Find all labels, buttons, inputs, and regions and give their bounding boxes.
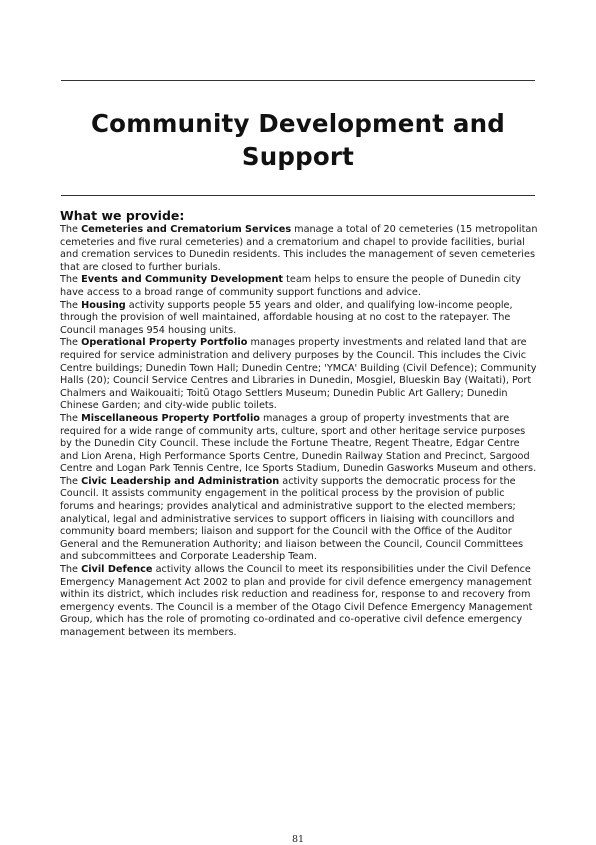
paragraph-text: manages property investments and related land that are required for service administration and delivery purposes by the Council. This includes the Civic Centre buildings; Dunedin Town Hall; Dunedin Centre; 'YMCA' Building (Civil Defence); Community Halls (20); Council Service Centres and Libraries in Dunedin, Mosgiel, Blueskin Bay (Waitati), Port Chalmers and Waikouaiti; Toitū Otago Settlers Museum; Dunedin Public Art Gallery; Dunedin Chinese Garden; and city-wide public toilets. bbox=[60, 337, 537, 412]
page-title: Community Development and Support bbox=[90, 109, 505, 171]
paragraph-intro: The bbox=[60, 337, 82, 349]
paragraph-events bbox=[60, 274, 538, 299]
top-divider bbox=[61, 80, 535, 81]
paragraph-activity-name: Civic Leadership and Administration bbox=[81, 475, 280, 487]
paragraph-activity-name: Civil Defence bbox=[81, 564, 153, 576]
paragraph-miscellaneous-property bbox=[60, 413, 538, 476]
paragraph-operational-property bbox=[60, 337, 538, 413]
paragraph-activity-name: Events and Community Development bbox=[81, 274, 284, 286]
paragraph-text: activity allows the Council to meet its responsibilities under the Civil Defence Emergency Management Act 2002 to plan and provide for civil defence emergency management within its district, which includes risk reduction and readiness for, response to and recovery from emergency events. The Council is a member of the Otago Civil Defence Emergency Management Group, which has the role of promoting co-ordinated and co-operative civil defence emergency management between its members. bbox=[60, 564, 533, 638]
paragraph-activity-name: Miscellaneous Property Portfolio bbox=[81, 412, 260, 424]
paragraph-civil-defence bbox=[60, 564, 538, 640]
paragraph-text: manages a group of property investments that are required for a wide range of community arts, culture, sport and other heritage service purposes by the Dunedin City Council. These include the Fortune Theatre, Regent Theatre, Edgar Centre and Lion Arena, High Performance Sports Centre, Dunedin Railway Station and Precinct, Sargood Centre and Logan Park Tennis Centre, Ice Sports Stadium, Dunedin Gasworks Museum and others. bbox=[60, 412, 537, 475]
paragraph-activity-name: Housing bbox=[81, 299, 126, 311]
paragraph-cemeteries bbox=[60, 224, 538, 274]
paragraph-text: manage a total of 20 cemeteries (15 metropolitan cemeteries and five rural cemeteries) and a crematorium and chapel to provide facilities, burial and cremation services to Dunedin residents. This includes the management of seven cemeteries that are closed to further burials. bbox=[60, 224, 538, 273]
paragraph-activity-name: Operational Property Portfolio bbox=[81, 337, 248, 349]
paragraph-intro: The bbox=[60, 475, 82, 487]
paragraph-text: team helps to ensure the people of Dunedin city have access to a broad range of community support functions and advice. bbox=[60, 274, 521, 298]
paragraph-housing bbox=[60, 300, 538, 338]
paragraph-intro: The bbox=[60, 299, 82, 311]
paragraph-intro: The bbox=[60, 224, 82, 235]
paragraph-activity-name: Cemeteries and Crematorium Services bbox=[81, 224, 292, 235]
paragraph-intro: The bbox=[60, 564, 82, 576]
section-heading: What we provide: bbox=[60, 208, 185, 223]
page-number: 81 bbox=[291, 834, 305, 845]
paragraph-civic-leadership bbox=[60, 476, 538, 564]
bottom-divider bbox=[61, 195, 535, 196]
paragraph-text: activity supports people 55 years and older, and qualifying low-income people, through the provision of well maintained, affordable housing at no cost to the ratepayer. The Council manages 954 housing units. bbox=[60, 299, 513, 336]
paragraph-text: activity supports the democratic process for the Council. It assists community engagement in the political process by the provision of public forums and hearings; provides analytical and administrative support to the elected members; analytical, legal and administrative services to support officers in liaising with councillors and community board members; liaison and support for the Council with the Office of the Auditor General and the Remuneration Authority; and liaison between the Council, Council Committees and subcommittees and Corporate Leadership Team. bbox=[60, 475, 524, 563]
section-body bbox=[60, 208, 538, 640]
paragraph-intro: The bbox=[60, 274, 82, 286]
paragraph-intro: The bbox=[60, 412, 82, 424]
